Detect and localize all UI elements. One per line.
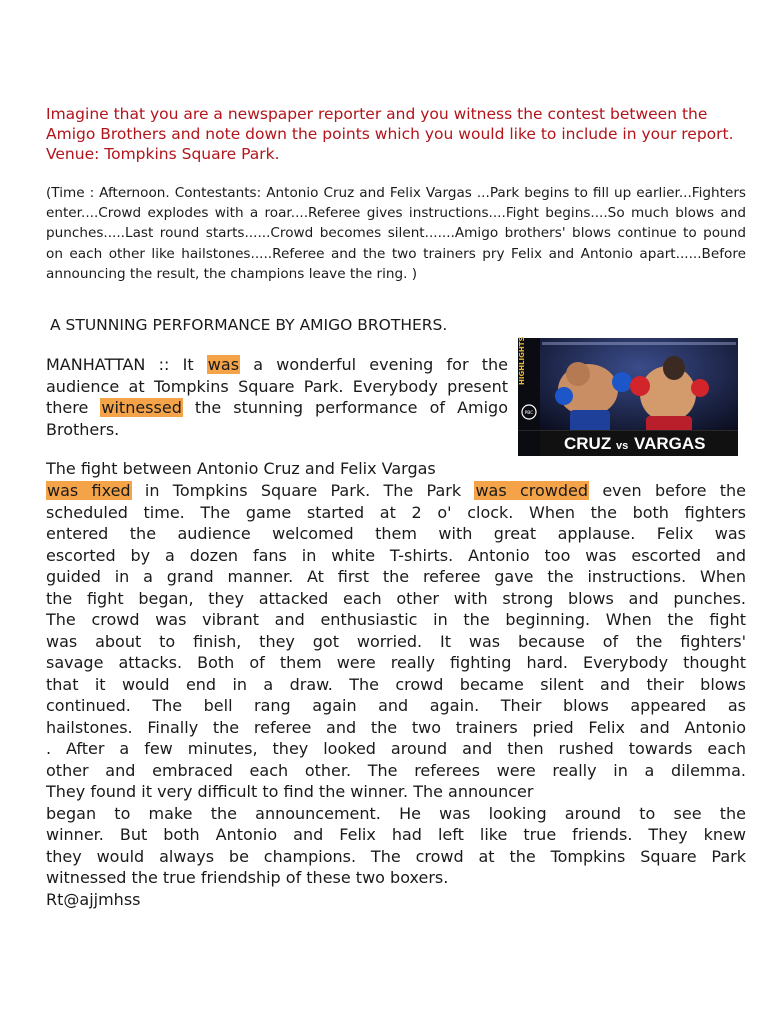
intro-text-2: a wonderful evening for the audience at Tompkins Square Park. Everybody present there bbox=[46, 355, 508, 417]
story-line: entered the audience welcomed them with great applause. Felix was bbox=[46, 524, 746, 543]
video-thumbnail[interactable] bbox=[509, 336, 738, 456]
author-signature: Rt@ajjmhss bbox=[46, 890, 141, 909]
intro-paragraph bbox=[46, 354, 508, 440]
question-prompt: Imagine that you are a newspaper reporter and you witness the contest between the Amigo Brothers and note down the points which you would like to include in your report. Venue: Tompkins Square Park. bbox=[46, 105, 734, 163]
story-line: The crowd was vibrant and enthusiastic in the beginning. When the fight bbox=[46, 610, 746, 629]
story-line: began to make the announcement. He was looking around to see the bbox=[46, 803, 746, 823]
thumb-side-watch: WATCH bbox=[509, 346, 518, 379]
story-line: winner. But both Antonio and Felix had left like true friends. They knew bbox=[46, 825, 746, 844]
intro-text-3: the stunning performance of Amigo Brothers. bbox=[46, 398, 508, 439]
story-line: they would always be champions. The crowd at the Tompkins Square Park bbox=[46, 846, 746, 866]
story-line: witnessed the true friendship of these two boxers. bbox=[46, 868, 449, 887]
thumb-side-highlights: HIGHLIGHTS bbox=[518, 336, 526, 385]
story-line: that it would end in a draw. The crowd became silent and their blows bbox=[46, 674, 746, 694]
story-line: the fight began, they attacked each other with strong blows and punches. bbox=[46, 588, 746, 608]
thumb-logo: PBC bbox=[524, 411, 534, 416]
thumb-title-vargas: VARGAS bbox=[634, 434, 706, 453]
boxing-scene-image bbox=[509, 336, 738, 456]
story-line: hailstones. Finally the referee and the two trainers pried Felix and Antonio bbox=[46, 717, 746, 737]
highlight-was-fixed: was fixed bbox=[47, 481, 131, 500]
thumb-title-vs: vs bbox=[616, 440, 629, 452]
story-line: was fixed in Tompkins Square Park. The Park was crowded even before the bbox=[47, 481, 746, 500]
story-line: other and embraced each other. The referees were really in a dilemma. bbox=[46, 760, 746, 780]
intro-text-1: MANHATTAN :: It bbox=[46, 355, 207, 374]
story-paragraph bbox=[46, 480, 746, 889]
story-line: continued. The bell rang again and again. Their blows appeared as bbox=[46, 696, 746, 715]
story-line: They found it very difficult to find the winner. The announcer bbox=[46, 782, 534, 801]
highlight-was: was bbox=[207, 355, 240, 374]
thumb-title-cruz: CRUZ bbox=[564, 434, 612, 453]
story-line: was about to finish, they got worried. It was because of the fighters' bbox=[46, 631, 746, 651]
story-line: escorted by a dozen fans in white T-shirts. Antonio too was escorted and bbox=[46, 545, 746, 565]
story-line: scheduled time. The game started at 2 o' clock. When the both fighters bbox=[46, 502, 746, 522]
hint-notes: (Time : Afternoon. Contestants: Antonio Cruz and Felix Vargas ...Park begins to fill up earlier...Fighters enter....Crowd explodes with a roar....Referee gives instructions....Fight begins....So much blows and punches.....Last round starts......Crowd becomes silent.......Amigo brothers' blows continue to pound on each other like hailstones.....Referee and the two trainers pry Felix and Antonio apart......Before announcing the result, the champions leave the ring. ) bbox=[46, 185, 746, 282]
story-line: savage attacks. Both of them were really fighting hard. Everybody thought bbox=[46, 653, 746, 672]
highlight-was-crowded: was crowded bbox=[475, 481, 589, 500]
story-line: . After a few minutes, they looked around and then rushed towards each bbox=[46, 739, 746, 758]
story-first-line: The fight between Antonio Cruz and Felix Vargas bbox=[46, 459, 436, 478]
highlight-witnessed: witnessed bbox=[101, 398, 182, 417]
story-line: guided in a grand manner. At first the referee gave the instructions. When bbox=[46, 567, 746, 586]
article-headline: A STUNNING PERFORMANCE BY AMIGO BROTHERS. bbox=[50, 316, 448, 334]
